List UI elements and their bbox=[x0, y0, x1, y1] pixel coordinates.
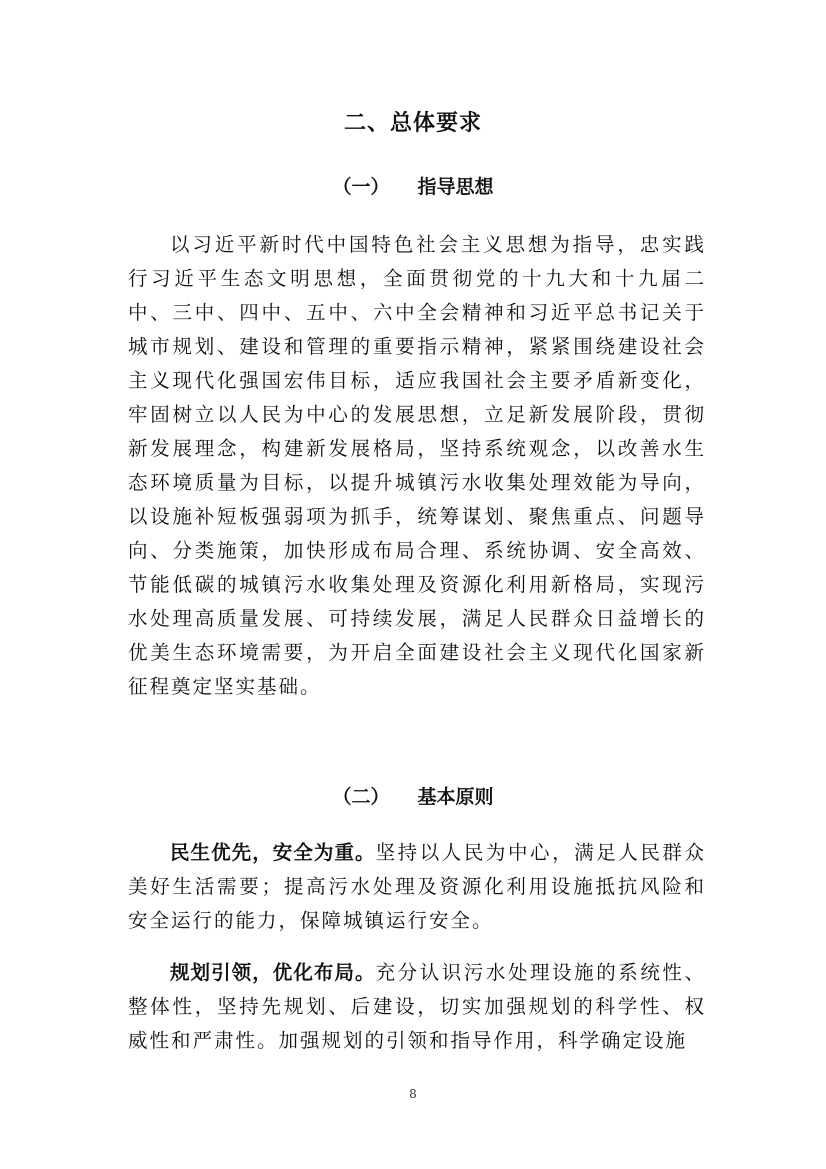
principle-paragraph bbox=[128, 956, 706, 1058]
principle-lead: 规划引领，优化布局。 bbox=[170, 961, 376, 984]
subsection-title: 基本原则 bbox=[417, 786, 494, 808]
guiding-thought-paragraph: 以习近平新时代中国特色社会主义思想为指导，忠实践行习近平生态文明思想，全面贯彻党的十九大和十九届二中、三中、四中、五中、六中全会精神和习近平总书记关于城市规划、建设和管理的重要指示精神，紧紧围绕建设社会主义现代化强国宏伟目标，适应我国社会主要矛盾新变化，牢固树立以人民为中心的发展思想，立足新发展阶段，贯彻新发展理念，构建新发展格局，坚持系统观念，以改善水生态环境质量为目标，以提升城镇污水收集处理效能为导向，以设施补短板强弱项为抓手，统筹谋划、聚焦重点、问题导向、分类施策，加快形成布局合理、系统协调、安全高效、节能低碳的城镇污水收集处理及资源化利用新格局，实现污水处理高质量发展、可持续发展，满足人民群众日益增长的优美生态环境需要，为开启全面建设社会主义现代化国家新征程奠定坚实基础。 bbox=[128, 233, 706, 698]
subsection-heading-guiding-thought bbox=[0, 178, 826, 197]
subsection-title: 指导思想 bbox=[417, 176, 494, 198]
principle-lead: 民生优先，安全为重。 bbox=[170, 841, 376, 864]
page-number: 8 bbox=[409, 1087, 417, 1101]
principle-text: 充分认识污水处理设施的系统性、整体性，坚持先规划、后建设，切实加强规划的科学性、权威性和严肃性。加强规划的引领和指导作用，科学确定设施 bbox=[128, 961, 706, 1052]
subsection-number: （二） bbox=[332, 786, 390, 808]
subsection-number: （一） bbox=[332, 176, 390, 198]
section-title: 二、总体要求 bbox=[343, 111, 482, 136]
principle-text: 坚持以人民为中心，满足人民群众美好生活需要；提高污水处理及资源化利用设施抵抗风险和安全运行的能力，保障城镇运行安全。 bbox=[128, 841, 706, 932]
principle-paragraph bbox=[128, 836, 706, 938]
subsection-heading-basic-principles bbox=[0, 788, 826, 807]
